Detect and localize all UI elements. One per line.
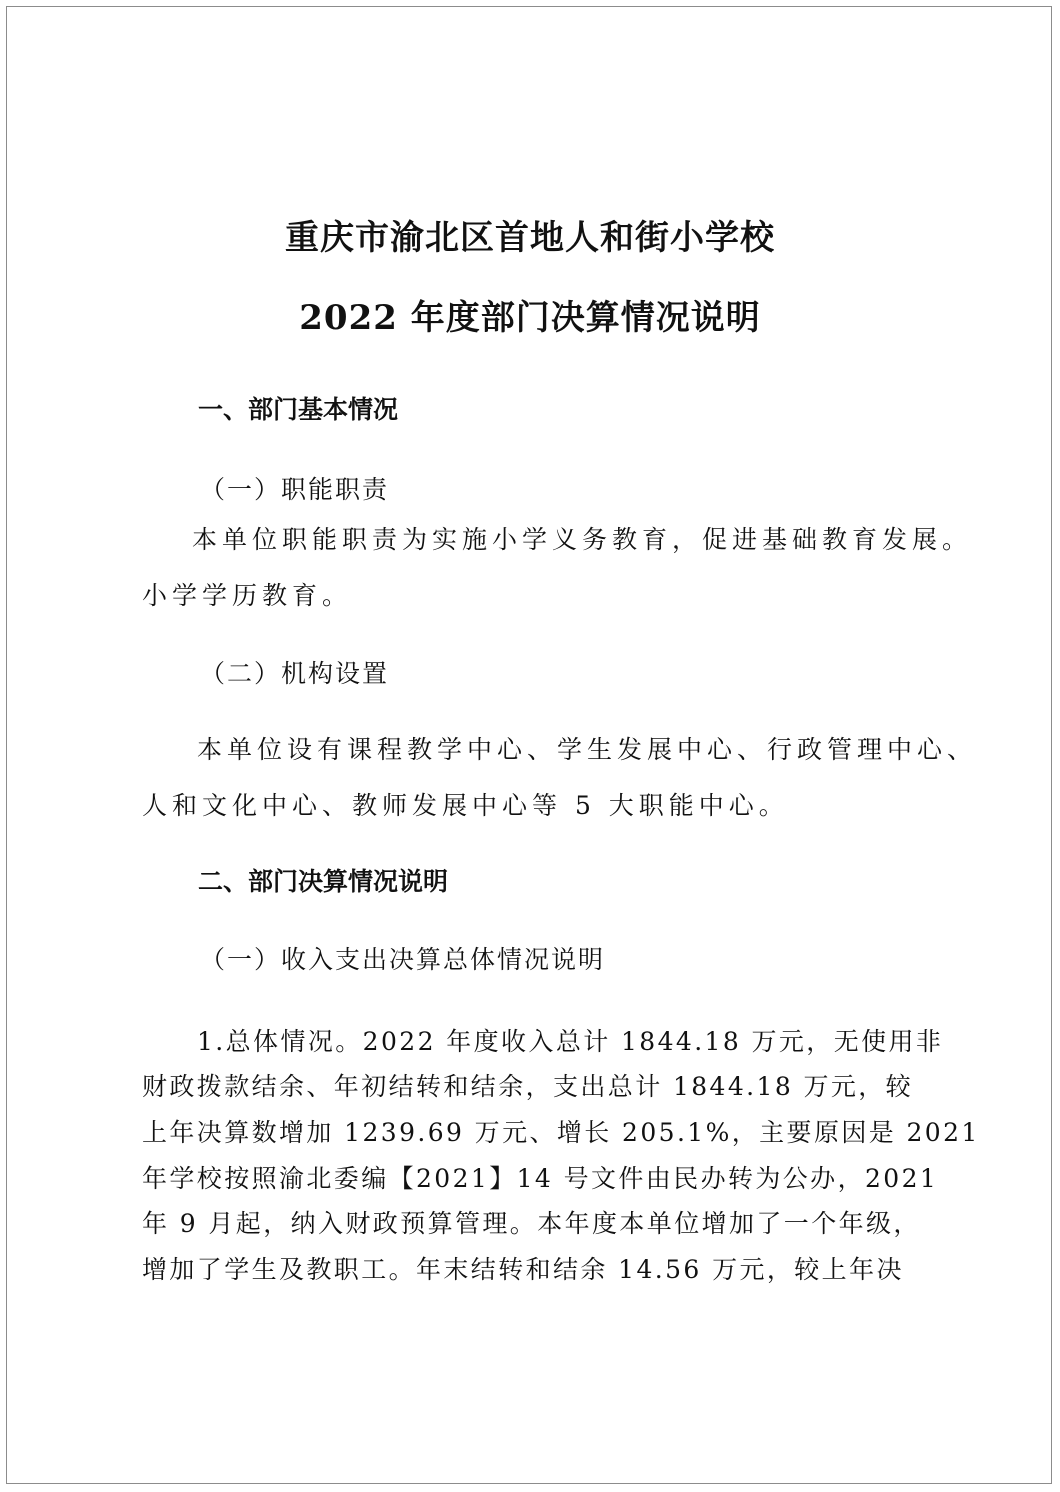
paragraph-line: 年 9 月起，纳入财政预算管理。本年度本单位增加了一个年级， — [142, 1209, 921, 1238]
section-heading-basic-info: 一、部门基本情况 — [198, 395, 399, 424]
document-title-line-2: 2022 年度部门决算情况说明 — [299, 298, 761, 338]
subsection-heading-organization: （二）机构设置 — [200, 659, 390, 688]
section-heading-final-accounts: 二、部门决算情况说明 — [198, 867, 449, 896]
subsection-heading-income-expenditure: （一）收入支出决算总体情况说明 — [200, 945, 606, 974]
paragraph-line: 财政拨款结余、年初结转和结余，支出总计 1844.18 万元，较 — [142, 1072, 914, 1101]
subsection-heading-duties: （一）职能职责 — [200, 475, 390, 504]
paragraph-line: 上年决算数增加 1239.69 万元、增长 205.1%，主要原因是 2021 — [142, 1118, 980, 1147]
paragraph-line: 增加了学生及教职工。年末结转和结余 14.56 万元，较上年决 — [142, 1255, 904, 1284]
paragraph-line: 1.总体情况。2022 年度收入总计 1844.18 万元，无使用非 — [197, 1027, 944, 1056]
paragraph-line: 人和文化中心、教师发展中心等 5 大职能中心。 — [142, 791, 789, 820]
paragraph-line: 小学学历教育。 — [142, 581, 353, 610]
paragraph-line: 本单位职能职责为实施小学义务教育，促进基础教育发展。 — [192, 525, 973, 554]
paragraph-line: 年学校按照渝北委编【2021】14 号文件由民办转为公办，2021 — [142, 1164, 939, 1193]
document-title-line-1: 重庆市渝北区首地人和街小学校 — [285, 218, 775, 258]
paragraph-line: 本单位设有课程教学中心、学生发展中心、行政管理中心、 — [197, 735, 978, 764]
